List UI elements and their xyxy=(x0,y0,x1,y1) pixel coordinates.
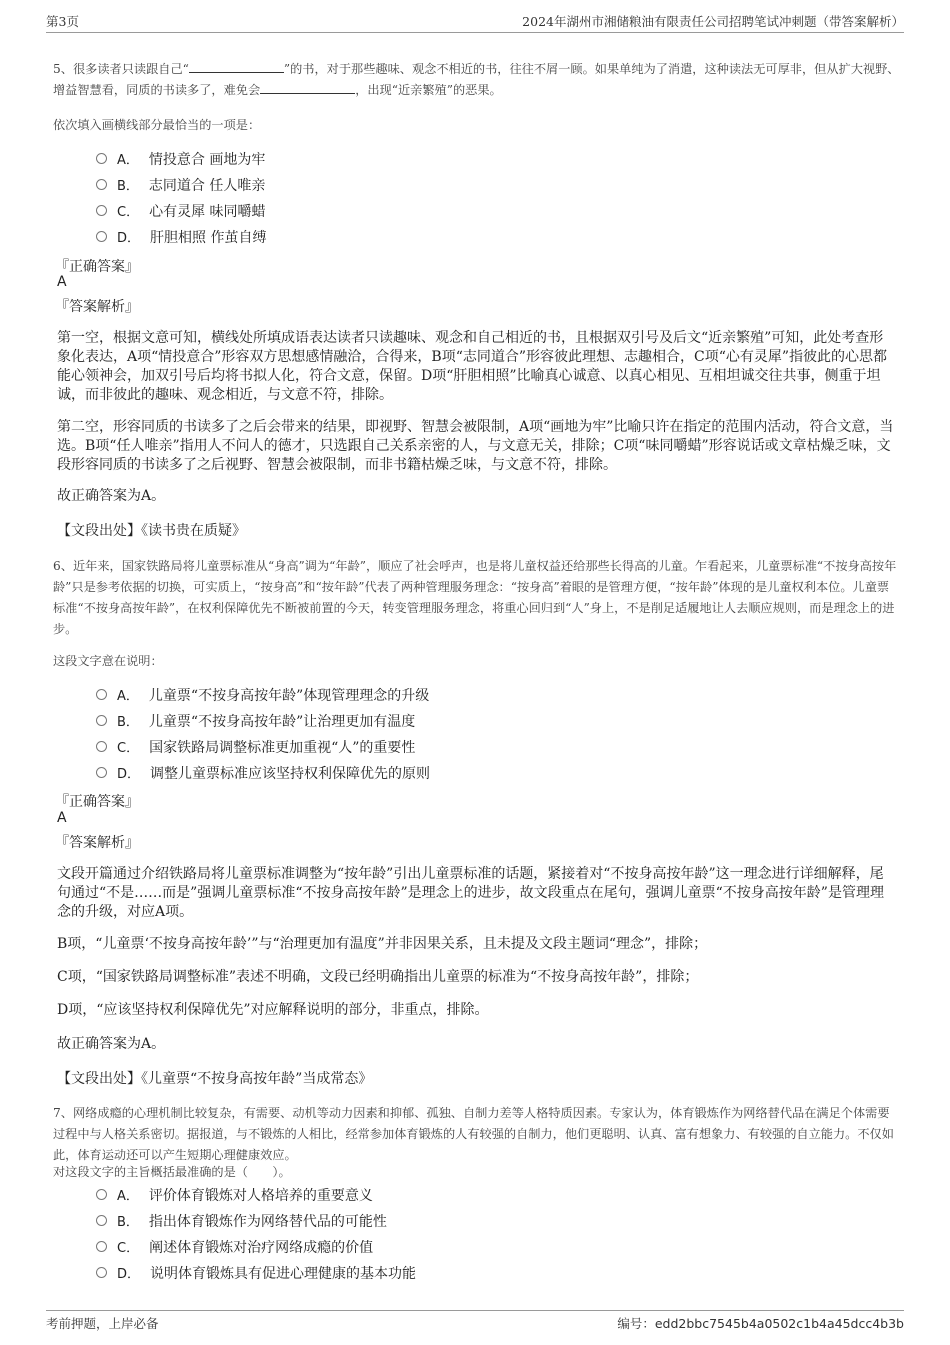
radio-icon[interactable] xyxy=(96,153,107,164)
q6-analysis-para: 文段开篇通过介绍铁路局将儿童票标准调整为“按年龄”引出儿童票标准的话题，紧接着对“不按身高按年龄”这一理念进行详细解释，尾句通过“不是……而是”强调儿童票标准“不按身高按年龄”是理念上的进步，故文段重点在尾句，强调儿童票“不按身高按年龄”是管理理念的升级，对应A项。 xyxy=(57,866,884,920)
q5-blank-1 xyxy=(189,60,284,73)
q6-ask: 这段文字意在说明： xyxy=(53,654,163,668)
document-title: 2024年湖州市湘储粮油有限责任公司招聘笔试冲刺题（带答案解析） xyxy=(522,14,904,29)
q6-option-a[interactable]: A． 儿童票“不按身高按年龄”体现管理理念的升级 xyxy=(96,685,429,707)
q5-answer: A xyxy=(57,274,67,290)
q6-analysis-para: B项，“儿童票‘不按身高按年龄’”与“治理更加有温度”并非因果关系，且未提及文段主题词“理念”，排除； xyxy=(57,936,708,952)
q6-option-b[interactable]: B． 儿童票“不按身高按年龄”让治理更加有温度 xyxy=(96,711,415,733)
q6-option-c[interactable]: C． 国家铁路局调整标准更加重视“人”的重要性 xyxy=(96,737,415,759)
q5-analysis-label: 『答案解析』 xyxy=(55,299,139,315)
page-header xyxy=(46,12,904,32)
radio-icon[interactable] xyxy=(96,179,107,190)
q6-answer: A xyxy=(57,810,67,826)
q6-analysis-para: 故正确答案为A。 xyxy=(57,1036,166,1052)
q7-ask: 对这段文字的主旨概括最准确的是（ ）。 xyxy=(53,1165,291,1179)
q5-blank-2 xyxy=(260,81,355,94)
header-divider xyxy=(46,32,904,33)
q5-analysis-para: 第二空，形容同质的书读多了之后会带来的结果，即视野、智慧会被限制，A项“画地为牢”比喻只许在指定的范围内活动，符合文意，当选。B项“任人唯亲”指用人不问人的德才，只选跟自己关系亲密的人，与文意无关，排除；C项“味同嚼蜡”形容说话或文章枯燥乏味，文段形容同质的书读多了之后视野、智慧会被限制，而非书籍枯燥乏味，与文意不符，排除。 xyxy=(57,419,894,473)
q5-ask: 依次填入画横线部分最恰当的一项是： xyxy=(53,118,261,132)
q6-analysis-para: D项，“应该坚持权利保障优先”对应解释说明的部分，非重点，排除。 xyxy=(57,1002,489,1018)
q5-analysis-para: 故正确答案为A。 xyxy=(57,488,166,504)
code-label: 编号： xyxy=(617,1316,655,1331)
q7-option-c[interactable]: C． 阐述体育锻炼对治疗网络成瘾的价值 xyxy=(96,1237,373,1259)
radio-icon[interactable] xyxy=(96,205,107,216)
q5-source: 【文段出处】《读书贵在质疑》 xyxy=(57,523,246,539)
q6-analysis-label: 『答案解析』 xyxy=(55,835,139,851)
radio-icon[interactable] xyxy=(96,1215,107,1226)
q5-answer-label: 『正确答案』 xyxy=(55,259,139,275)
page-footer xyxy=(46,1314,904,1334)
q7-option-a[interactable]: A． 评价体育锻炼对人格培养的重要意义 xyxy=(96,1185,373,1207)
q5-stem: 5、很多读者只读跟自己“ ”的书，对于那些趣味、观念不相近的书，往往不屑一顾。如果单纯为了消遣，这种读法无可厚非，但从扩大视野、增益智慧看，同质的书读多了，难免会 ，出现“近亲繁殖”的恶果。 xyxy=(53,62,900,97)
page-number: 第3页 xyxy=(46,14,79,29)
radio-icon[interactable] xyxy=(96,741,107,752)
radio-icon[interactable] xyxy=(96,767,107,778)
q6-stem: 6、近年来，国家铁路局将儿童票标准从“身高”调为“年龄”，顺应了社会呼声，也是将儿童权益还给那些长得高的儿童。乍看起来，儿童票标准“不按身高按年龄”只是参考依据的切换，可实质上，“按身高”和“按年龄”代表了两种管理服务理念：“按身高”着眼的是管理方便，“按年龄”体现的是儿童权利本位。儿童票标准“不按身高按年龄”，在权利保障优先不断被前置的今天，转变管理服务理念，将重心回归到“人”身上，不是削足适履地让人去顺应规则，而是理念上的进步。 xyxy=(53,559,897,636)
q5-analysis-para: 第一空，根据文意可知，横线处所填成语表达读者只读趣味、观念和自己相近的书，且根据双引号及后文“近亲繁殖”可知，此处考查形象化表达，A项“情投意合”形容双方思想感情融洽，合得来，B项“志同道合”形容彼此理想、志趣相合，C项“心有灵犀”指彼此的心思都能心领神会，加双引号后均将书拟人化，符合文意，保留。D项“肝胆相照”比喻真心诚意、以真心相见、互相坦诚交往共事，侧重于坦诚，而非彼此的趣味、观念相近，与文意不符，排除。 xyxy=(57,330,888,403)
code-value: edd2bbc7545b4a0502c1b4a45dcc4b3b xyxy=(654,1316,904,1331)
radio-icon[interactable] xyxy=(96,1267,107,1278)
q6-option-d[interactable]: D． 调整儿童票标准应该坚持权利保障优先的原则 xyxy=(96,763,430,785)
document-code xyxy=(617,1314,904,1332)
q6-analysis-para: C项，“国家铁路局调整标准”表述不明确，文段已经明确指出儿童票的标准为“不按身高按年龄”，排除； xyxy=(57,969,699,985)
q6-source: 【文段出处】《儿童票“不按身高按年龄”当成常态》 xyxy=(57,1071,373,1087)
q5-option-c[interactable]: C． 心有灵犀 味同嚼蜡 xyxy=(96,201,266,223)
q5-option-d[interactable]: D． 肝胆相照 作茧自缚 xyxy=(96,227,266,249)
q7-option-d[interactable]: D． 说明体育锻炼具有促进心理健康的基本功能 xyxy=(96,1263,416,1285)
radio-icon[interactable] xyxy=(96,715,107,726)
q5-option-b[interactable]: B． 志同道合 任人唯亲 xyxy=(96,175,265,197)
radio-icon[interactable] xyxy=(96,231,107,242)
q7-stem: 7、网络成瘾的心理机制比较复杂，有需要、动机等动力因素和抑郁、孤独、自制力差等人格特质因素。专家认为，体育锻炼作为网络替代品在满足个体需要过程中与人格关系密切。据报道，与不锻炼的人相比，经常参加体育锻炼的人有较强的自制力，他们更聪明、认真、富有想象力、有较强的自立能力。不仅如此，体育运动还可以产生短期心理健康效应。 xyxy=(53,1106,894,1162)
footer-divider xyxy=(46,1310,904,1311)
q5-option-a[interactable]: A． 情投意合 画地为牢 xyxy=(96,149,265,171)
q7-option-b[interactable]: B． 指出体育锻炼作为网络替代品的可能性 xyxy=(96,1211,387,1233)
radio-icon[interactable] xyxy=(96,1241,107,1252)
q6-answer-label: 『正确答案』 xyxy=(55,794,139,810)
radio-icon[interactable] xyxy=(96,1189,107,1200)
radio-icon[interactable] xyxy=(96,689,107,700)
footer-slogan: 考前押题，上岸必备 xyxy=(46,1316,159,1331)
